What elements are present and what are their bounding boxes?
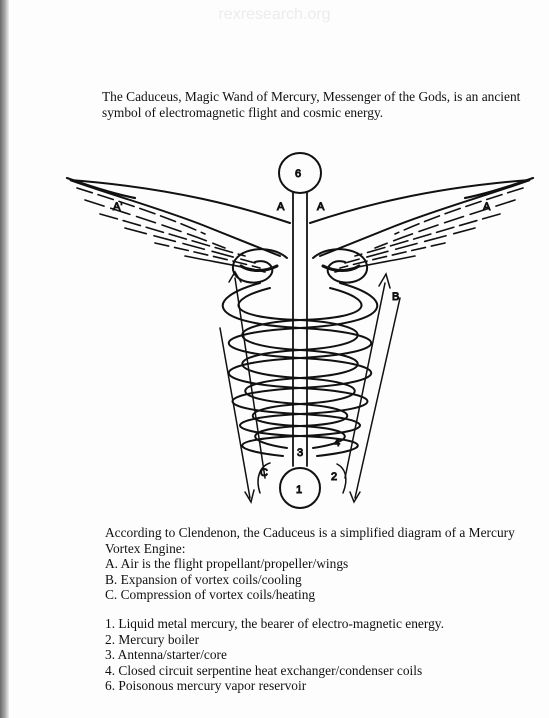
label-right-wing: A: [483, 201, 491, 213]
intro-paragraph: The Caduceus, Magic Wand of Mercury, Messenger of the Gods, is an ancient symbol of electromagnetic flight and cosmic energy.: [102, 89, 521, 120]
label-inner-left: A: [277, 201, 285, 213]
caption-lead: According to Clendenon, the Caduceus is a simplified diagram of a Mercury Vortex Engine:: [105, 525, 515, 556]
legend-item: 1. Liquid metal mercury, the bearer of electro-magnetic energy.: [105, 616, 444, 631]
legend-item: 3. Antenna/starter/core: [105, 647, 227, 662]
legend-item: 6. Poisonous mercury vapor reservoir: [105, 678, 307, 693]
scan-edge-shadow: [0, 0, 9, 718]
caption-list: [105, 556, 545, 603]
label-inner-right: A: [317, 201, 325, 213]
caduceus-diagram: [55, 148, 540, 518]
label-2: 2: [331, 471, 338, 483]
caption-item: C. Compression of vortex coils/heating: [105, 587, 316, 602]
left-wing: [67, 178, 290, 272]
numbered-legend: [105, 616, 545, 694]
legend-item: 4. Closed circuit serpentine heat exchanger/condenser coils: [105, 662, 423, 678]
caption-block: [105, 525, 545, 603]
watermark: rexresearch.org: [218, 6, 331, 23]
label-c: C: [260, 467, 268, 479]
label-sphere-1: 1: [296, 484, 303, 496]
label-b: B: [392, 291, 400, 303]
caption-item: A. Air is the flight propellant/propeller/wings: [105, 556, 349, 571]
label-sphere-6: 6: [295, 168, 302, 180]
label-3: 3: [297, 447, 304, 459]
legend-item: 2. Mercury boiler: [105, 631, 200, 647]
right-wing: [310, 178, 533, 272]
label-left-wing: A': [113, 201, 123, 213]
label-4: 4: [334, 437, 341, 449]
caption-item: B. Expansion of vortex coils/cooling: [105, 571, 302, 587]
